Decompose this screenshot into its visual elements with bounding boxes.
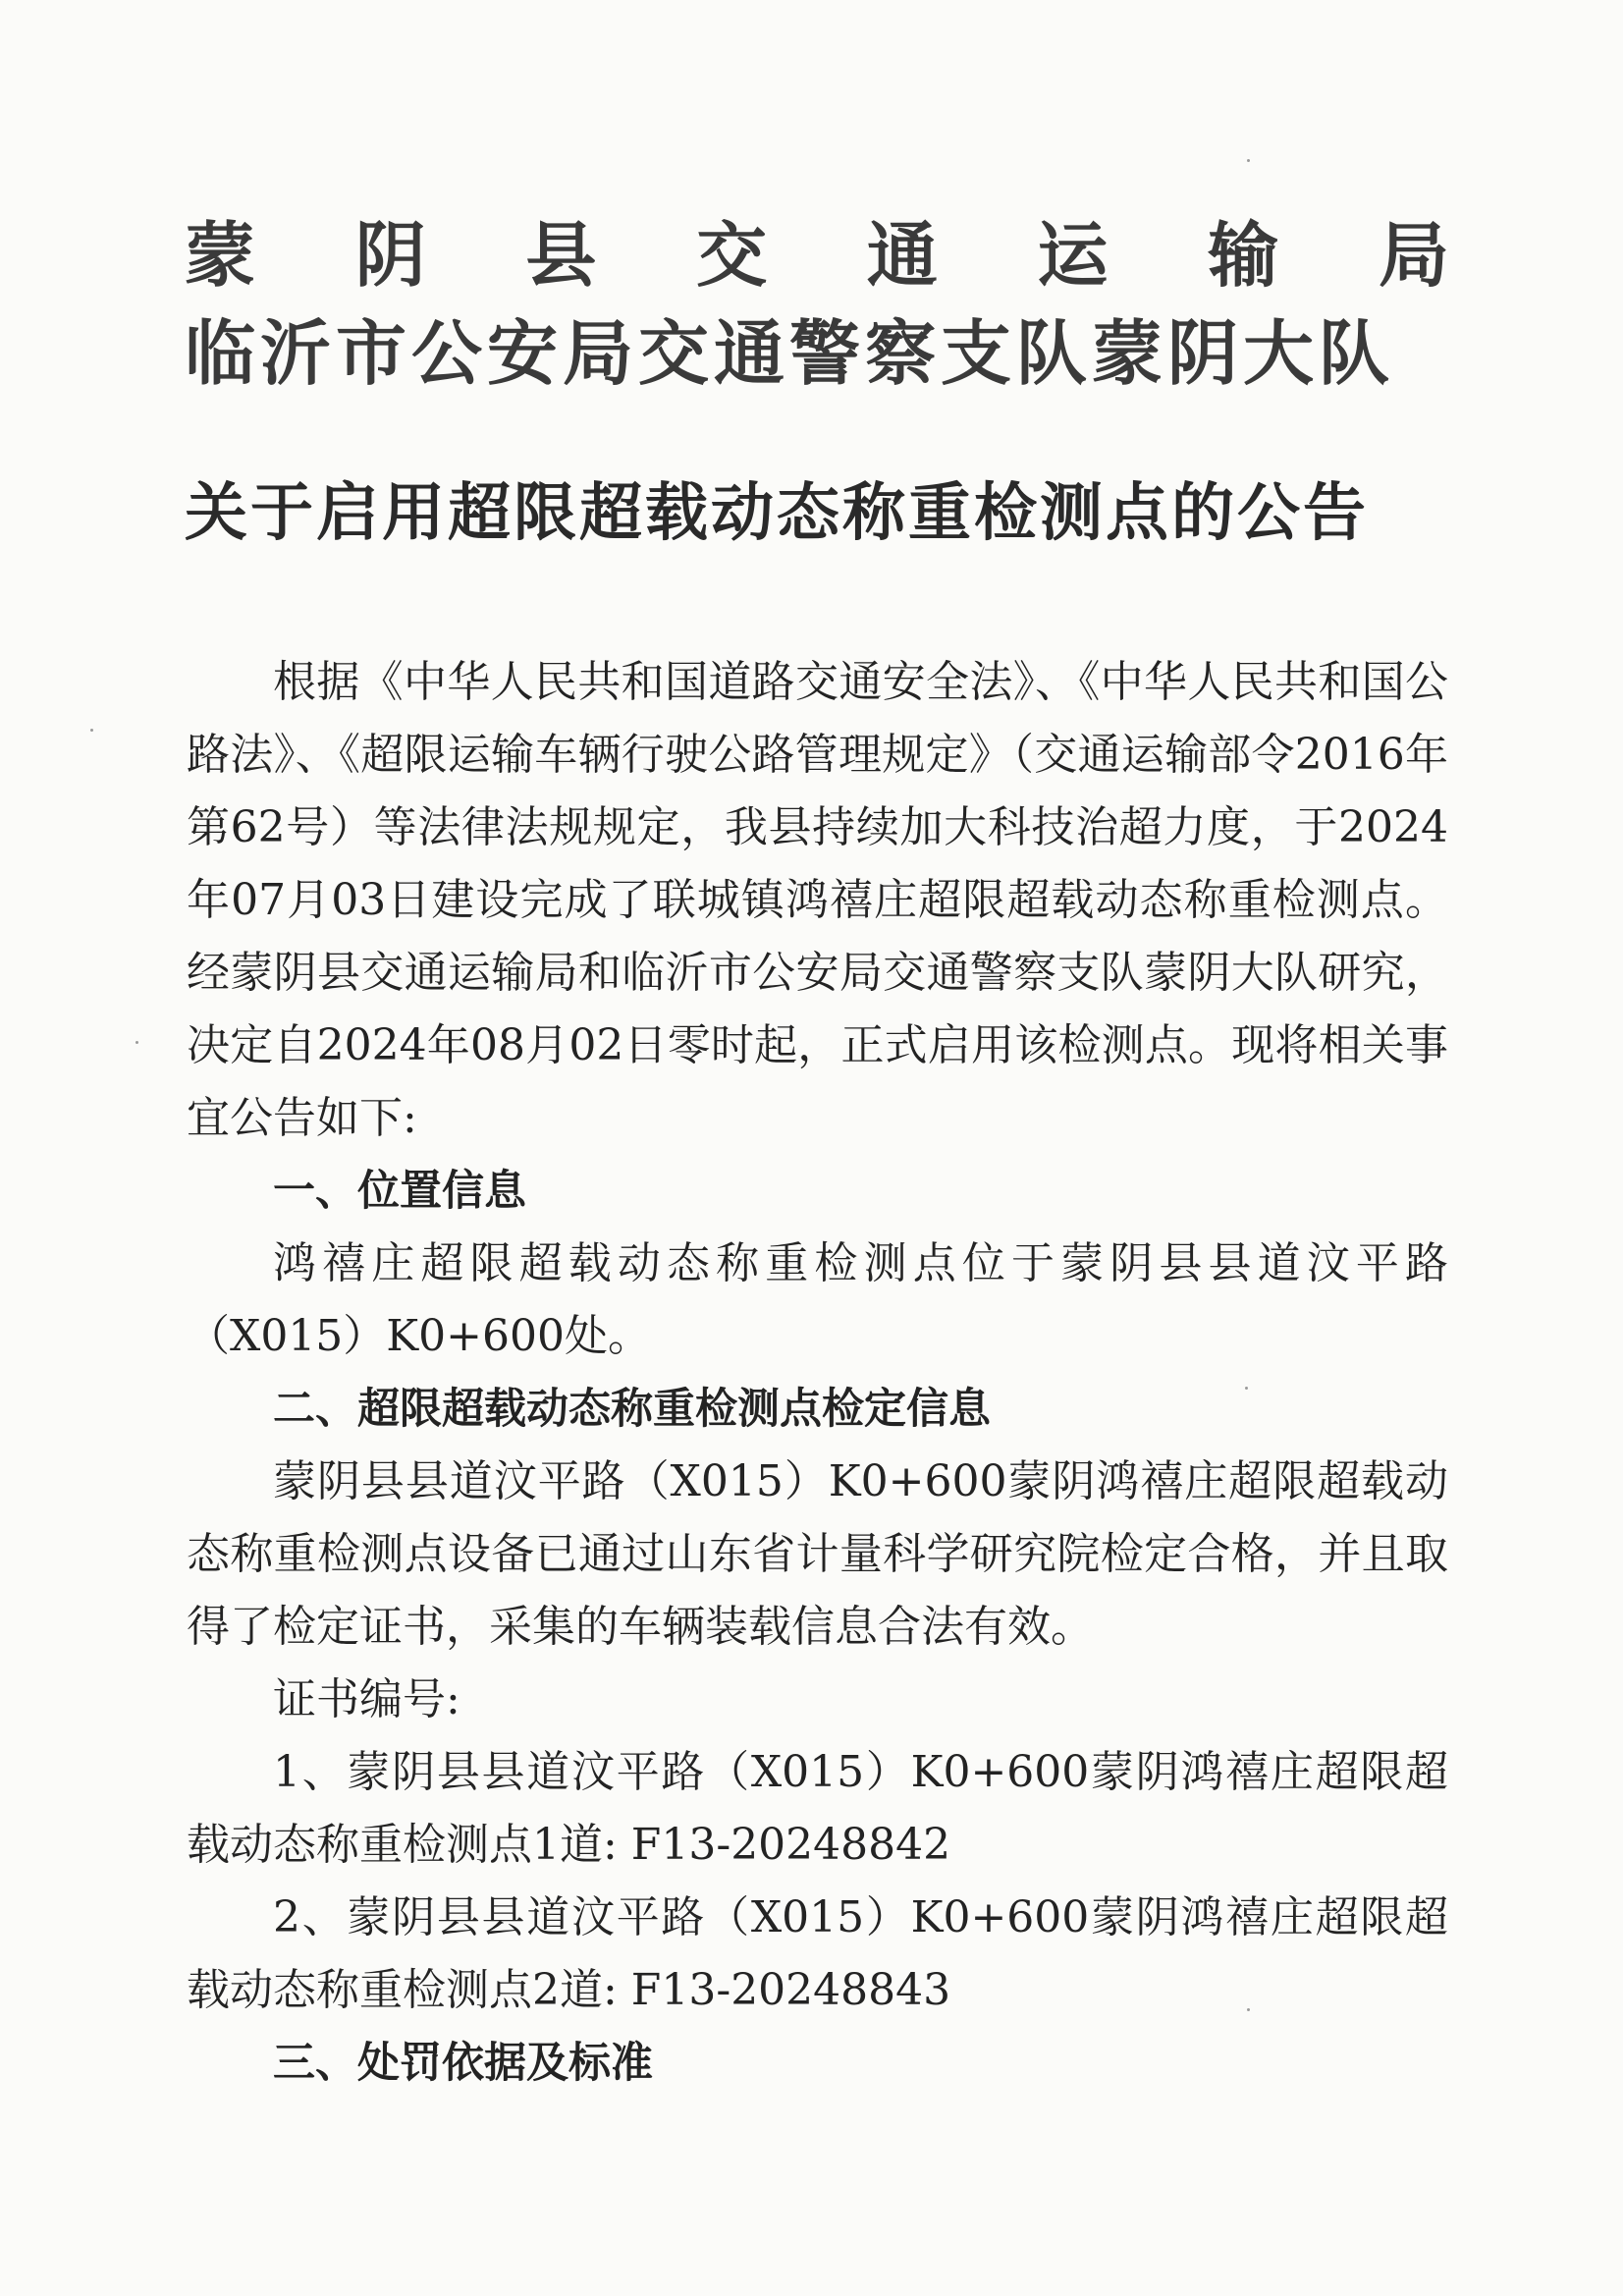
section-2-text: 蒙阴县县道汶平路（X015）K0+600蒙阴鸿禧庄超限超载动态称重检测点设备已通过山东省计量科学研究院检定合格，并且取得了检定证书，采集的车辆装载信息合法有效。 <box>187 1456 1448 1652</box>
section-2-heading: 二、超限超载动态称重检测点检定信息 <box>273 1385 991 1434</box>
scan-speck <box>135 1041 138 1044</box>
certificate-label: 证书编号: <box>273 1674 460 1724</box>
section-1-text: 鸿禧庄超限超载动态称重检测点位于蒙阴县县道汶平路（X015）K0+600处。 <box>187 1238 1448 1361</box>
certificate-2: 2、蒙阴县县道汶平路（X015）K0+600蒙阴鸿禧庄超限超载动态称重检测点2道: F13-20248843 <box>187 1892 1448 2015</box>
scan-speck <box>1245 1387 1248 1390</box>
notice-body <box>187 646 1448 2100</box>
scan-speck <box>1247 159 1250 162</box>
intro-paragraph: 根据《中华人民共和国道路交通安全法》、《中华人民共和国公路法》、《超限运输车辆行驶公路管理规定》（交通运输部令2016年第62号）等法律法规规定，我县持续加大科技治超力度，于2024年07月03日建设完成了联城镇鸿禧庄超限超载动态称重检测点。经蒙阴县交通运输局和临沂市公安局交通警察支队蒙阴大队研究，决定自2024年08月02日零时起，正式启用该检测点。现将相关事宜公告如下: <box>187 657 1448 1143</box>
scan-speck <box>90 729 93 732</box>
notice-title: 关于启用超限超载动态称重检测点的公告 <box>185 477 1369 550</box>
section-1-heading: 一、位置信息 <box>273 1167 526 1216</box>
certificate-1: 1、蒙阴县县道汶平路（X015）K0+600蒙阴鸿禧庄超限超载动态称重检测点1道: F13-20248842 <box>187 1747 1448 1870</box>
issuing-authorities <box>185 206 1449 403</box>
section-3-heading: 三、处罚依据及标准 <box>273 2039 653 2088</box>
issuer-traffic-police-brigade: 临沂市公安局交通警察支队蒙阴大队 <box>185 312 1395 395</box>
scan-speck <box>1247 2008 1250 2011</box>
issuer-transport-bureau: 蒙阴县交通运输局 <box>185 214 1449 297</box>
